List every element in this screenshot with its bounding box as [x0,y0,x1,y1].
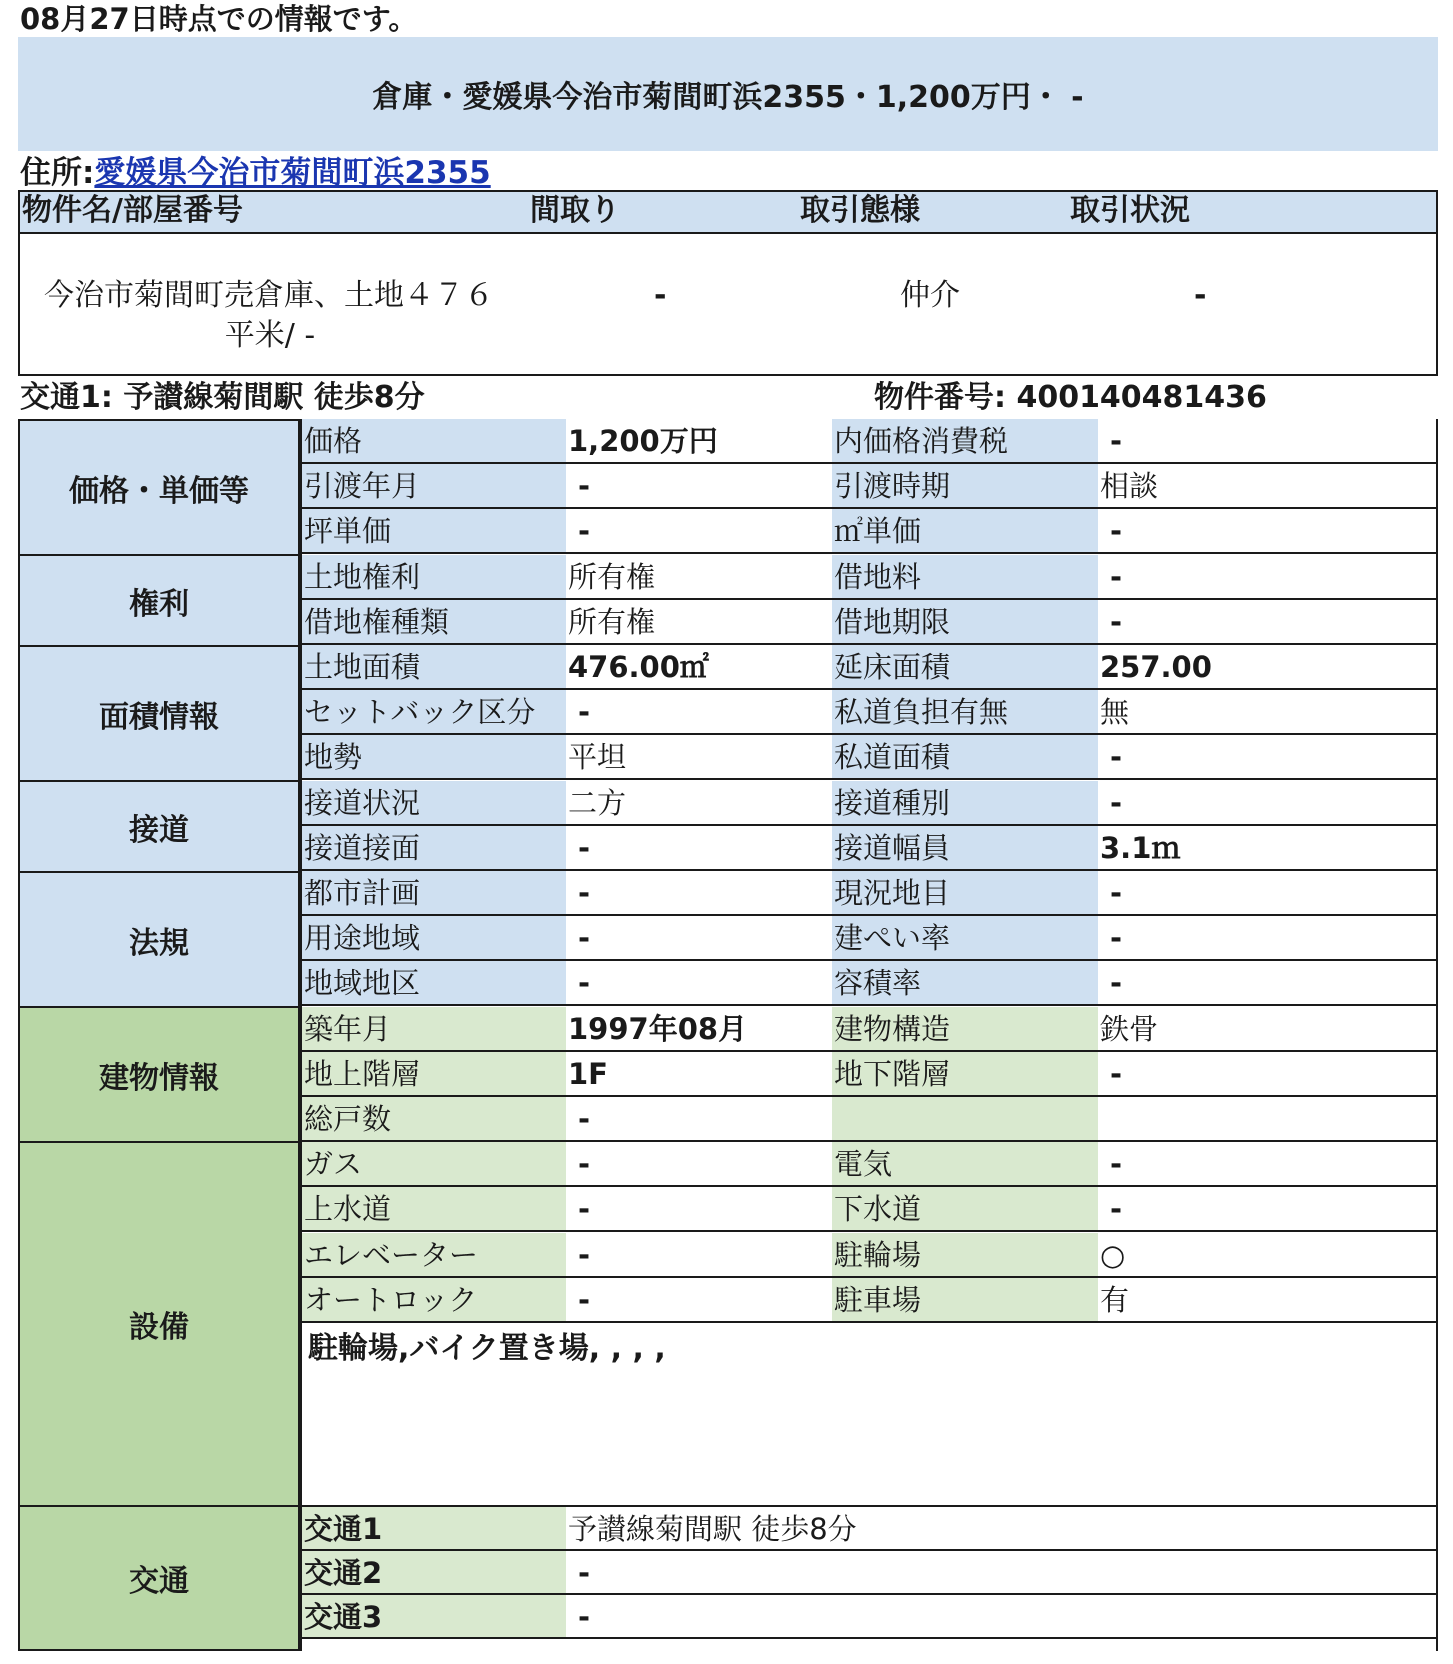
row-divider [300,1637,1438,1639]
field-value: 無 [1098,690,1438,734]
header-madori: 間取り [530,193,620,228]
field-value: 所有権 [566,555,832,599]
field-value [1098,1097,1438,1141]
field-label: 総戸数 [302,1097,566,1141]
field-label: オートロック [302,1278,566,1322]
field-value: - [566,1278,832,1322]
field-label: 接道幅員 [832,826,1098,870]
row-divider [300,552,1438,554]
property-table-header [20,192,1436,234]
field-value: - [566,1142,832,1186]
field-value: 鉄骨 [1098,1007,1438,1051]
field-value: 257.00 [1098,645,1438,689]
date-line: 08月27日時点での情報です。 [20,2,418,36]
address-line [20,152,491,194]
field-value: 有 [1098,1278,1438,1322]
transport-label: 交通3 [302,1595,566,1639]
field-value: - [1098,555,1438,599]
field-label: 都市計画 [302,871,566,915]
field-value: 1F [566,1052,832,1096]
property-table-body [20,234,1436,374]
column-divider [1436,419,1438,1651]
field-value: - [1098,419,1438,463]
transport-value: 予讃線菊間駅 徒歩8分 [566,1507,1438,1551]
field-label: 駐輪場 [832,1233,1098,1277]
field-value: - [566,1233,832,1277]
field-label: 借地権種類 [302,600,566,644]
row-divider [300,1321,1438,1323]
field-value: - [1098,961,1438,1005]
field-label: 地域地区 [302,961,566,1005]
field-label: 容積率 [832,961,1098,1005]
field-value: ○ [1098,1233,1438,1277]
section-price: 価格・単価等 [18,419,300,556]
field-label: 駐車場 [832,1278,1098,1322]
field-value: 平坦 [566,735,832,779]
facilities-note: 駐輪場,バイク置き場, , , , [308,1331,666,1366]
field-label: 土地面積 [302,645,566,689]
section-rights: 権利 [18,554,300,647]
property-name-line2: 平米/ - [224,318,316,353]
field-label: セットバック区分 [302,690,566,734]
field-value: - [566,916,832,960]
field-value: 476.00㎡ [566,645,832,689]
field-label: 築年月 [302,1007,566,1051]
field-value: - [1098,1187,1438,1231]
field-value: - [566,690,832,734]
field-label: 借地期限 [832,600,1098,644]
field-label: エレベーター [302,1233,566,1277]
field-label [832,1097,1098,1141]
field-value: - [566,826,832,870]
field-value: 3.1ｍ [1098,826,1438,870]
field-value: - [566,1097,832,1141]
field-value: - [566,509,832,553]
torihiki-jokyo-value: - [1194,278,1207,313]
field-label: 接道接面 [302,826,566,870]
field-label: 土地権利 [302,555,566,599]
field-label: 地上階層 [302,1052,566,1096]
field-label: 地下階層 [832,1052,1098,1096]
section-area: 面積情報 [18,645,300,782]
property-name-line1: 今治市菊間町売倉庫、土地４７６ [44,278,494,313]
field-label: 接道種別 [832,781,1098,825]
field-value: - [1098,781,1438,825]
field-value: 所有権 [566,600,832,644]
transport-value: - [566,1551,1438,1595]
field-value: 相談 [1098,464,1438,508]
field-label: ガス [302,1142,566,1186]
section-facilities: 設備 [18,1141,300,1507]
field-value: 二方 [566,781,832,825]
field-label: 引渡年月 [302,464,566,508]
field-value: - [1098,1052,1438,1096]
field-label: 下水道 [832,1187,1098,1231]
row-divider [300,1004,1438,1006]
field-label: 接道状況 [302,781,566,825]
property-table [18,190,1438,376]
field-value: - [1098,600,1438,644]
field-label: 私道面積 [832,735,1098,779]
field-label: 建物構造 [832,1007,1098,1051]
section-building: 建物情報 [18,1006,300,1143]
section-law: 法規 [18,871,300,1008]
field-value: - [1098,1142,1438,1186]
field-label: 坪単価 [302,509,566,553]
field-label: 現況地目 [832,871,1098,915]
transport-summary: 交通1: 予讃線菊間駅 徒歩8分 [20,380,425,415]
field-label: ㎡単価 [832,509,1098,553]
field-value: - [1098,871,1438,915]
field-value: - [566,871,832,915]
address-link[interactable]: 愛媛県今治市菊間町浜2355 [94,155,491,191]
section-road: 接道 [18,780,300,873]
row-divider [300,1230,1438,1232]
field-value: 1997年08月 [566,1007,832,1051]
field-label: 価格 [302,419,566,463]
field-label: 私道負担有無 [832,690,1098,734]
field-value: - [566,1187,832,1231]
page-title-banner: 倉庫・愛媛県今治市菊間町浜2355・1,200万円・ - [18,37,1438,151]
transport-value: - [566,1595,1438,1639]
field-label: 内価格消費税 [832,419,1098,463]
field-label: 建ぺい率 [832,916,1098,960]
field-value: - [1098,735,1438,779]
field-label: 借地料 [832,555,1098,599]
header-name: 物件名/部屋番号 [22,193,243,228]
section-transport: 交通 [18,1505,300,1651]
field-label: 電気 [832,1142,1098,1186]
field-label: 延床面積 [832,645,1098,689]
property-number: 物件番号: 400140481436 [874,380,1267,415]
detail-grid [18,419,1438,1651]
row-divider [300,778,1438,780]
transport-label: 交通2 [302,1551,566,1595]
field-label: 引渡時期 [832,464,1098,508]
header-torihiki-jokyo: 取引状況 [1070,193,1190,228]
header-torihiki-taiyo: 取引態様 [800,193,920,228]
field-value: - [1098,916,1438,960]
field-label: 用途地域 [302,916,566,960]
madori-value: - [654,278,667,313]
field-label: 上水道 [302,1187,566,1231]
field-value: 1,200万円 [566,419,832,463]
field-label: 地勢 [302,735,566,779]
torihiki-taiyo-value: 仲介 [900,278,960,313]
address-label: 住所: [20,155,95,191]
field-value: - [566,464,832,508]
transport-label: 交通1 [302,1507,566,1551]
column-divider [300,419,302,1651]
field-value: - [566,961,832,1005]
field-value: - [1098,509,1438,553]
